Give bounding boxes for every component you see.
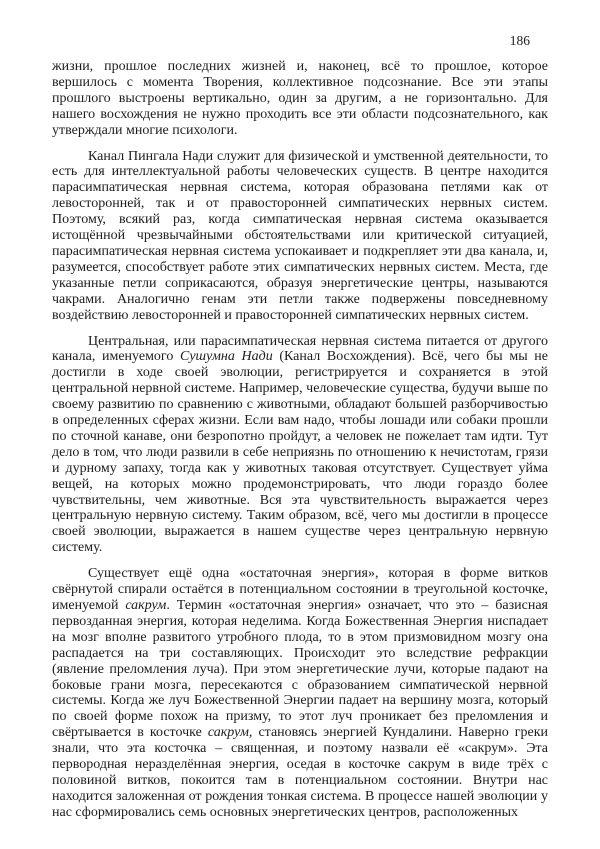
text-run-italic: Сушумна Нади <box>179 349 273 365</box>
text-run: Канал Пингала Нади служит для физической и умственной деятельности, то есть для интеллектуальной работы человеческих существ. В центре находится парасимпатическая нервная система, которая образована петлями как от левосторонней, так и от правосторонней симпатических нервных систем. Поэтому, всякий раз, когда симпатическая нервная система оказывается истощённой чрезвычайными обстоятельствами или критической ситуацией, парасимпатическая нервная система успокаивает и подкрепляет эти два канала, и, разумеется, способствует работе этих симпатических нервных систем. Места, где указанные петли соприкасаются, образуя энергетические центры, называются чакрами. Аналогично генам эти петли также подвержены повседневному воздействию левосторонней и правосторонней симпатических нервных систем. <box>52 148 548 323</box>
text-run: . Термин «остаточная энергия» означает, что это – базисная первозданная энергия, которая неделима. Когда Божественная Энергия ниспадает на мозг вполне развитого утробного плода, то в этом призмовидном мозгу она распадается на три составляющих. Происходит это вследствие рефракции (явление преломления луча). При этом энергетические лучи, которые падают на боковые грани мозга, пересекаются с образованием симпатической нервной системы. Когда же луч Божественной Энергии падает на вершину мозга, который по своей форме похож на призму, то этот луч проникает без преломления и свёртывается в косточке <box>52 598 548 741</box>
text-run: Существует ещё одна «остаточная энергия», которая в форме витков свёрнутой спирали остаётся в потенциальном состоянии в треугольной косточке, именуемой <box>52 566 548 613</box>
text-run-italic: сакрум <box>207 725 249 741</box>
text-run: жизни, прошлое последних жизней и, наконец, всё то прошлое, которое вершилось с момента Творения, коллективное подсознание. Все эти этапы прошлого выстроены вертикально, один за другим, а не горизонтально. Для нашего восхождения не нужно проходить все эти области подсознательного, как утверждали многие психологи. <box>52 59 548 138</box>
paragraph <box>52 334 548 557</box>
text-run: , становясь энергией Кундалини. Наверно греки знали, что эта косточка – священная, и поэтому назвали её «сакрум». Эта первородная неразделённая энергия, оседая в косточке сакрум в виде трёх с половиной витков, покоится там в потенциальном состоянии. Внутри нас находится заложенная от рождения тонкая система. В процессе нашей эволюции у нас сформировались семь основных энергетических центров, расположенных <box>52 725 548 820</box>
page-number: 186 <box>509 33 530 48</box>
paragraph <box>52 149 548 324</box>
paragraph <box>52 59 548 139</box>
text-run: (Канал Восхождения). Всё, чего бы мы не достигли в ходе своей эволюции, регистрируется и сохраняется в этой центральной нервной системе. Например, человеческие существа, будучи выше по своему развитию по сравнению с животными, обладают большей разборчивостью в определенных сферах жизни. Если вам надо, чтобы лошади или собаки прошли по сточной канаве, они безропотно пройдут, а человек не пожелает там идти. Тут дело в том, что люди развили в себе неприязнь по отношению к нечистотам, грязи и дурному запаху, тогда как у животных таковая отсутствует. Существует уйма вещей, на которых можно продемонстрировать, что люди гораздо более чувствительны, чем животные. Вся эта чувствительность выражается через центральную нервную систему. Таким образом, всё, чего мы достигли в процессе своей эволюции, выражается в нашем существе через центральную нервную систему. <box>52 349 548 556</box>
text-run-italic: сакрум <box>125 598 167 613</box>
page-body <box>52 59 548 821</box>
paragraph <box>52 566 548 821</box>
text-run: Центральная, или парасимпатическая нервная система питается от другого канала, именуемого <box>52 333 548 365</box>
